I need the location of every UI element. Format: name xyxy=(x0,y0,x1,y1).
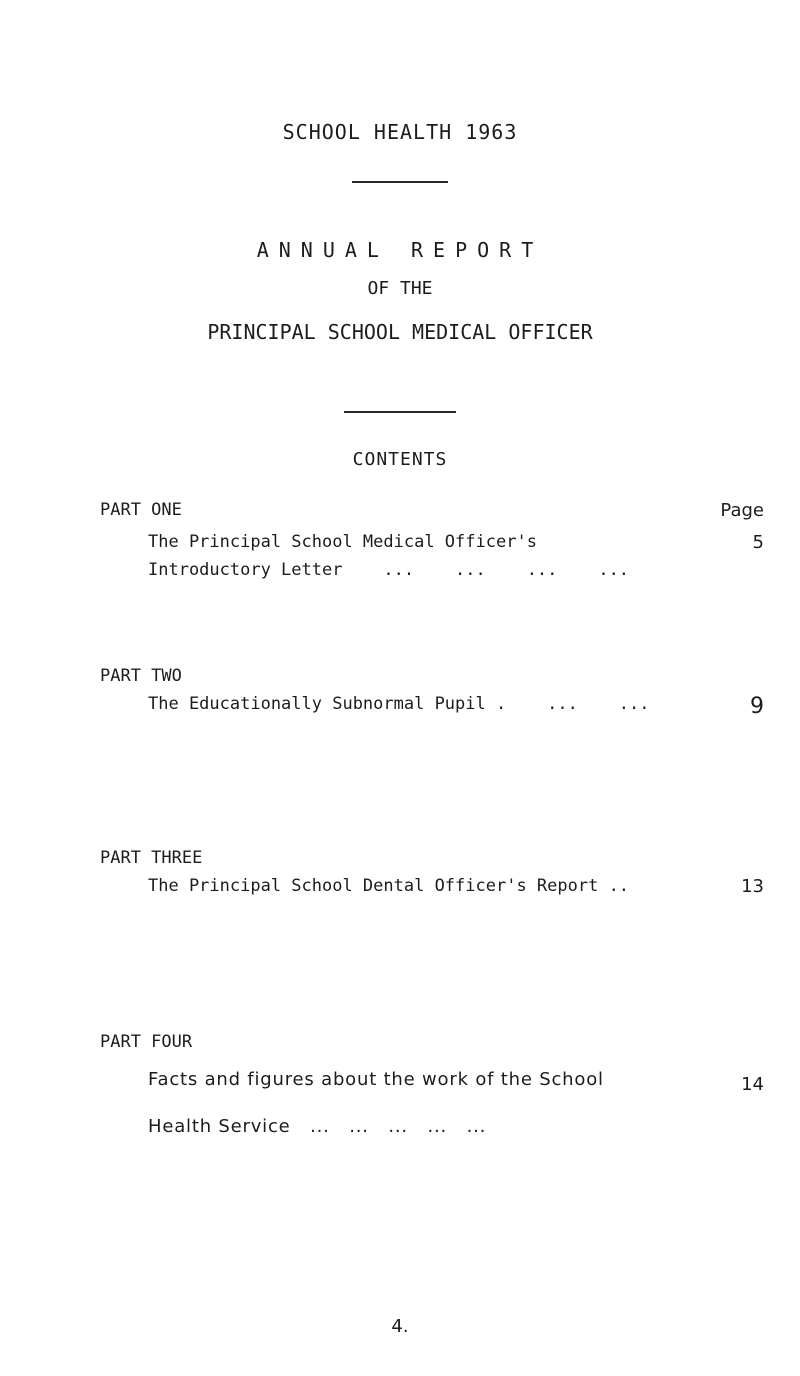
report-officer-title: PRINCIPAL SCHOOL MEDICAL OFFICER xyxy=(207,320,593,344)
part-label: PART ONE xyxy=(100,500,182,520)
entry-title-line: The Principal School Medical Officer's xyxy=(148,532,537,552)
report-title: ANNUAL REPORT xyxy=(256,238,544,262)
entry-page-number: 5 xyxy=(752,532,764,553)
title-divider xyxy=(352,181,448,183)
page-number-footer: 4. xyxy=(391,1316,409,1337)
entry-page-number: 13 xyxy=(741,876,764,897)
entry-page-number: 14 xyxy=(741,1074,764,1095)
document-title: SCHOOL HEALTH 1963 xyxy=(282,120,518,144)
part-label: PART TWO xyxy=(100,666,182,686)
entry-page-number: 9 xyxy=(750,694,764,719)
entry-title-line: Facts and figures about the work of the School xyxy=(148,1069,604,1090)
part-label: PART FOUR xyxy=(100,1032,193,1052)
entry-title-line: The Principal School Dental Officer's Report .. xyxy=(148,876,630,896)
contents-heading: CONTENTS xyxy=(352,449,448,470)
part-label: PART THREE xyxy=(100,848,203,868)
report-subtitle-of-the: OF THE xyxy=(367,278,433,299)
entry-title-line: The Educationally Subnormal Pupil . ... ... xyxy=(148,694,650,714)
contents-divider xyxy=(344,411,456,413)
entry-title-line: Introductory Letter ... ... ... ... xyxy=(148,560,630,580)
page-column-heading: Page xyxy=(720,500,764,521)
entry-title-line: Health Service ... ... ... ... ... xyxy=(148,1116,487,1137)
